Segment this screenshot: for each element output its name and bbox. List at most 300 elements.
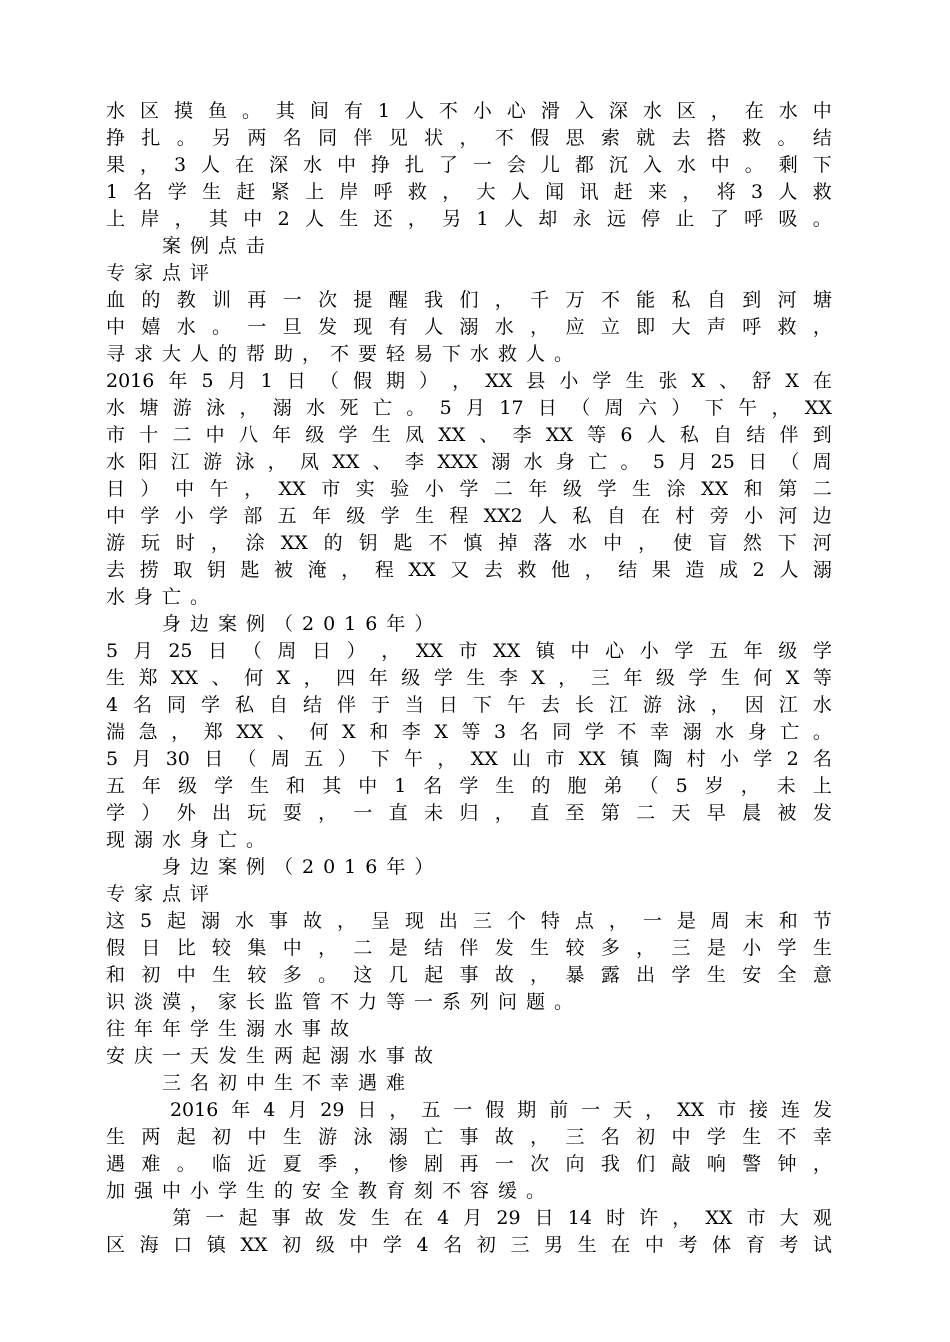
document-line: [106, 1205, 832, 1232]
glyph: ，: [459, 127, 479, 149]
document-line: [106, 692, 832, 719]
glyph: 结: [812, 127, 832, 149]
glyph: 较: [212, 937, 232, 959]
glyph: 一: [581, 1099, 601, 1121]
glyph: 学: [777, 937, 797, 959]
glyph: 近: [247, 1153, 267, 1175]
document-line: [106, 719, 832, 746]
glyph: 期: [386, 370, 406, 392]
glyph: 千: [530, 289, 550, 311]
glyph: 等: [461, 721, 481, 743]
glyph: 年: [168, 370, 188, 392]
glyph: 溺: [459, 316, 479, 338]
glyph: XX: [578, 748, 606, 770]
document-line: 寻求大人的帮助，不要轻易下水救人。: [106, 343, 583, 365]
glyph: 3: [494, 721, 507, 743]
glyph: 。: [620, 451, 640, 473]
document-line: [106, 503, 832, 530]
glyph: 学: [338, 424, 358, 446]
glyph: 5: [652, 451, 665, 473]
glyph: 等: [587, 424, 607, 446]
glyph: 月: [288, 1099, 308, 1121]
glyph: 名: [519, 721, 539, 743]
glyph: 级: [315, 1234, 335, 1256]
glyph: 生: [706, 964, 726, 986]
glyph: 自: [713, 424, 733, 446]
glyph: 出: [212, 802, 232, 824]
glyph: 级: [562, 478, 582, 500]
glyph: 中: [176, 964, 196, 986]
glyph: 点: [574, 910, 594, 932]
glyph: 又: [450, 559, 470, 581]
glyph: 何: [309, 721, 329, 743]
glyph: 接: [749, 1099, 769, 1121]
glyph: 其: [275, 100, 295, 122]
glyph: 区: [676, 100, 696, 122]
glyph: 岁: [704, 775, 724, 797]
glyph: 这: [353, 964, 373, 986]
glyph: 日: [204, 748, 224, 770]
glyph: 6: [620, 424, 633, 446]
glyph: 两: [247, 127, 267, 149]
glyph: 赶: [236, 181, 256, 203]
glyph: 日: [208, 640, 228, 662]
document-line: [106, 557, 832, 584]
glyph: 第: [600, 802, 620, 824]
glyph: 。: [812, 208, 832, 230]
glyph: 永: [572, 208, 592, 230]
glyph: X: [691, 370, 706, 392]
glyph: 月: [133, 640, 153, 662]
glyph: 4: [263, 1099, 276, 1121]
glyph: 中: [175, 478, 195, 500]
glyph: 水: [568, 532, 588, 554]
glyph: 在: [235, 154, 255, 176]
glyph: 生: [530, 937, 550, 959]
glyph: 起: [167, 910, 187, 932]
glyph: 水: [523, 451, 543, 473]
glyph: 能: [636, 289, 656, 311]
glyph: 泳: [235, 451, 255, 473]
glyph: ）: [671, 397, 691, 419]
glyph: 另: [212, 127, 232, 149]
glyph: 学: [688, 667, 708, 689]
glyph: 故: [494, 1126, 514, 1148]
glyph: [106, 1205, 125, 1232]
glyph: ）: [140, 478, 160, 500]
glyph: 生: [720, 667, 740, 689]
glyph: 当: [404, 694, 424, 716]
glyph: 塘: [812, 289, 832, 311]
glyph: 钟: [777, 1153, 797, 1175]
glyph: 泳: [353, 1126, 373, 1148]
glyph: 生: [742, 1126, 762, 1148]
glyph: 日: [286, 370, 306, 392]
glyph: 落: [533, 532, 553, 554]
glyph: 初: [282, 1234, 302, 1256]
glyph: 生: [202, 181, 222, 203]
glyph: 小: [742, 937, 762, 959]
glyph: 游: [202, 451, 222, 473]
glyph: 即: [636, 316, 656, 338]
glyph: 水: [812, 694, 832, 716]
glyph: 弟: [603, 775, 623, 797]
glyph: 月: [463, 1207, 483, 1229]
glyph: 中: [282, 937, 302, 959]
glyph: 未: [424, 802, 444, 824]
glyph: 我: [600, 1153, 620, 1175]
glyph: 一: [472, 154, 492, 176]
glyph: 不: [428, 532, 448, 554]
glyph: [138, 1097, 157, 1124]
glyph: 学: [592, 370, 612, 392]
glyph: 结: [618, 559, 638, 581]
glyph: 至: [565, 802, 585, 824]
glyph: 江: [778, 694, 798, 716]
glyph: 名: [600, 1126, 620, 1148]
glyph: 市: [545, 748, 565, 770]
glyph: 出: [438, 910, 458, 932]
glyph: 起: [424, 964, 444, 986]
glyph: 响: [706, 1153, 726, 1175]
glyph: 亡: [372, 397, 392, 419]
document-line: 案例点击: [106, 235, 275, 257]
glyph: 其: [322, 775, 342, 797]
glyph: ，: [318, 937, 338, 959]
glyph: 伴: [353, 127, 373, 149]
glyph: 年: [311, 505, 331, 527]
glyph: 鱼: [207, 100, 227, 122]
glyph: 男: [544, 1234, 564, 1256]
glyph: 、: [372, 451, 392, 473]
glyph: 溺: [388, 1126, 408, 1148]
glyph: 捞: [139, 559, 159, 581]
glyph: 4: [106, 694, 119, 716]
document-line: [106, 530, 832, 557]
glyph: 掉: [498, 532, 518, 554]
glyph: 亡: [424, 1126, 444, 1148]
glyph: 。: [744, 154, 764, 176]
glyph: 假: [530, 127, 550, 149]
glyph: 五: [106, 775, 126, 797]
glyph: 名: [133, 181, 153, 203]
glyph: 自: [606, 505, 626, 527]
glyph: 和: [106, 964, 126, 986]
glyph: 生: [632, 478, 652, 500]
glyph: 多: [600, 937, 620, 959]
glyph: 露: [600, 964, 620, 986]
glyph: 三: [510, 1234, 530, 1256]
glyph: 全: [777, 964, 797, 986]
glyph: 嬉: [141, 316, 161, 338]
glyph: 市: [746, 1207, 766, 1229]
glyph: 都: [574, 154, 594, 176]
glyph: 小: [559, 370, 579, 392]
glyph: 中: [205, 424, 225, 446]
glyph: （: [780, 451, 800, 473]
glyph: 难: [141, 1153, 161, 1175]
glyph: 大: [476, 181, 496, 203]
document-line: [106, 935, 832, 962]
document-line: [106, 98, 832, 125]
glyph: 救: [812, 181, 832, 203]
glyph: 血: [106, 289, 126, 311]
glyph: 自: [706, 289, 726, 311]
glyph: 学: [671, 964, 691, 986]
document-line: [106, 449, 832, 476]
glyph: 3: [751, 181, 764, 203]
glyph: 较: [247, 964, 267, 986]
glyph: XX: [332, 451, 360, 473]
glyph: 不: [494, 127, 514, 149]
glyph: 死: [339, 397, 359, 419]
glyph: 水: [235, 910, 255, 932]
glyph: 陶: [653, 748, 673, 770]
glyph: 在: [812, 370, 832, 392]
document-line: [106, 638, 832, 665]
glyph: 中: [106, 316, 126, 338]
glyph: ，: [682, 181, 702, 203]
document-line: [106, 368, 832, 395]
glyph: 到: [742, 289, 762, 311]
glyph: 来: [648, 181, 668, 203]
glyph: 一: [247, 316, 267, 338]
document-line: 识淡漠，家长监管不力等一系列问题。: [106, 991, 583, 1013]
glyph: 现: [353, 316, 373, 338]
glyph: 李: [512, 424, 532, 446]
glyph: ，: [530, 1126, 550, 1148]
glyph: 去: [483, 559, 503, 581]
glyph: 远: [606, 208, 626, 230]
glyph: 深: [608, 100, 628, 122]
glyph: 二: [353, 937, 373, 959]
glyph: 生: [250, 775, 270, 797]
glyph: 发: [812, 1099, 832, 1121]
glyph: 止: [675, 208, 695, 230]
glyph: XX: [171, 667, 199, 689]
glyph: 周: [604, 397, 624, 419]
glyph: 李: [401, 721, 421, 743]
glyph: 心: [506, 100, 526, 122]
glyph: 二: [493, 478, 513, 500]
glyph: 学: [167, 181, 187, 203]
glyph: 不: [617, 721, 637, 743]
glyph: 故: [494, 964, 514, 986]
glyph: 两: [141, 1126, 161, 1148]
glyph: 未: [776, 775, 796, 797]
glyph: 是: [676, 910, 696, 932]
document-line: [106, 908, 832, 935]
glyph: 一: [205, 1207, 225, 1229]
glyph: 学: [706, 1126, 726, 1148]
glyph: X: [434, 721, 448, 743]
glyph: 生: [577, 1234, 597, 1256]
glyph: 上: [812, 775, 832, 797]
glyph: 溺: [682, 721, 702, 743]
glyph: 中: [710, 154, 730, 176]
glyph: 夏: [282, 1153, 302, 1175]
document-line: [106, 1232, 832, 1259]
glyph: 小: [719, 748, 739, 770]
glyph: 还: [373, 208, 393, 230]
glyph: 剧: [424, 1153, 444, 1175]
glyph: 上: [304, 181, 324, 203]
glyph: 末: [744, 910, 764, 932]
glyph: 事: [271, 1207, 291, 1229]
glyph: 匙: [393, 532, 413, 554]
glyph: ，: [210, 532, 230, 554]
glyph: ，: [407, 208, 427, 230]
glyph: 江: [608, 694, 628, 716]
glyph: 5: [139, 910, 153, 932]
glyph: 生: [371, 424, 391, 446]
glyph: XX: [677, 1099, 705, 1121]
glyph: 初: [212, 1126, 232, 1148]
document-line: 专家点评: [106, 883, 219, 905]
glyph: ，: [494, 289, 514, 311]
glyph: 第: [172, 1207, 192, 1229]
glyph: 水: [494, 316, 514, 338]
glyph: 小: [744, 505, 764, 527]
glyph: 淹: [307, 559, 327, 581]
glyph: 出: [636, 964, 656, 986]
glyph: 30: [165, 748, 190, 770]
glyph: 实: [355, 478, 375, 500]
glyph: 五: [421, 1099, 441, 1121]
glyph: 下: [472, 694, 492, 716]
glyph: 生: [339, 208, 359, 230]
glyph: 连: [781, 1099, 801, 1121]
glyph: ，: [381, 640, 401, 662]
glyph: 周: [270, 748, 290, 770]
glyph: 儿: [540, 154, 560, 176]
glyph: 造: [685, 559, 705, 581]
glyph: XX: [240, 1234, 268, 1256]
glyph: 万: [565, 289, 585, 311]
glyph: XX2: [483, 505, 523, 527]
glyph: 下: [370, 748, 390, 770]
glyph: 身: [555, 451, 575, 473]
glyph: 三: [590, 667, 610, 689]
glyph: 中: [349, 1234, 369, 1256]
glyph: 会: [506, 154, 526, 176]
glyph: 日: [748, 451, 768, 473]
glyph: 日: [312, 640, 332, 662]
glyph: 生: [106, 667, 126, 689]
glyph: X: [342, 721, 356, 743]
glyph: 入: [574, 100, 594, 122]
glyph: 就: [636, 127, 656, 149]
glyph: 5: [675, 775, 688, 797]
glyph: 到: [812, 424, 832, 446]
glyph: 多: [282, 964, 302, 986]
glyph: XX: [493, 640, 521, 662]
glyph: 。: [777, 127, 797, 149]
glyph: 级: [178, 775, 198, 797]
glyph: XX: [705, 1207, 733, 1229]
glyph: 时: [175, 532, 195, 554]
glyph: 二: [812, 478, 832, 500]
glyph: 何: [753, 667, 773, 689]
document-line: [106, 1151, 832, 1178]
glyph: 凤: [404, 424, 424, 446]
glyph: ，: [494, 802, 514, 824]
glyph: 幸: [812, 1126, 832, 1148]
glyph: 果: [651, 559, 671, 581]
glyph: 水: [778, 100, 798, 122]
glyph: 二: [636, 802, 656, 824]
document-line: [106, 125, 832, 152]
glyph: 级: [655, 667, 675, 689]
glyph: 被: [777, 802, 797, 824]
glyph: 水: [106, 451, 126, 473]
glyph: 假: [352, 370, 372, 392]
document-line: 现溺水身亡。: [106, 829, 275, 851]
glyph: 日: [537, 397, 557, 419]
document-line: 往年年学生溺水事故: [106, 1018, 359, 1040]
glyph: ，: [437, 748, 457, 770]
glyph: ，: [645, 1099, 665, 1121]
glyph: 名: [282, 127, 302, 149]
document-line: 身边案例（2016年）: [106, 856, 443, 878]
glyph: 三: [565, 1126, 585, 1148]
glyph: 去: [106, 559, 126, 581]
glyph: 同: [167, 694, 187, 716]
document-line: [106, 1124, 832, 1151]
glyph: XX: [278, 478, 306, 500]
glyph: 何: [244, 667, 264, 689]
glyph: 自: [269, 694, 289, 716]
glyph: 29: [320, 1099, 345, 1121]
glyph: 周: [812, 451, 832, 473]
glyph: 1: [394, 775, 407, 797]
glyph: 日: [438, 694, 458, 716]
glyph: X: [531, 667, 545, 689]
glyph: 次: [530, 1153, 550, 1175]
glyph: 学: [382, 1234, 402, 1256]
glyph: 河: [778, 505, 798, 527]
glyph: 2016: [169, 1099, 219, 1121]
glyph: 训: [212, 289, 232, 311]
glyph: 同: [552, 721, 572, 743]
glyph: 。: [212, 316, 232, 338]
glyph: 生: [106, 1126, 126, 1148]
glyph: 学: [106, 802, 126, 824]
glyph: 1: [377, 100, 390, 122]
glyph: 故: [304, 1207, 324, 1229]
glyph: 1: [260, 370, 273, 392]
glyph: 取: [173, 559, 193, 581]
glyph: 镇: [206, 1234, 226, 1256]
glyph: 其: [208, 208, 228, 230]
document-line: 专家点评: [106, 262, 219, 284]
glyph: ）: [337, 748, 357, 770]
glyph: 救: [777, 316, 797, 338]
glyph: 集: [247, 937, 267, 959]
glyph: ，: [303, 667, 323, 689]
glyph: 思: [565, 127, 585, 149]
glyph: 私: [572, 505, 592, 527]
glyph: 水: [106, 100, 126, 122]
glyph: 救: [407, 181, 427, 203]
glyph: ，: [672, 1207, 692, 1229]
glyph: X: [276, 667, 291, 689]
glyph: 人: [503, 208, 523, 230]
document-line: [106, 422, 832, 449]
glyph: XX: [408, 559, 436, 581]
glyph: 程: [449, 505, 469, 527]
document-line: [106, 206, 832, 233]
